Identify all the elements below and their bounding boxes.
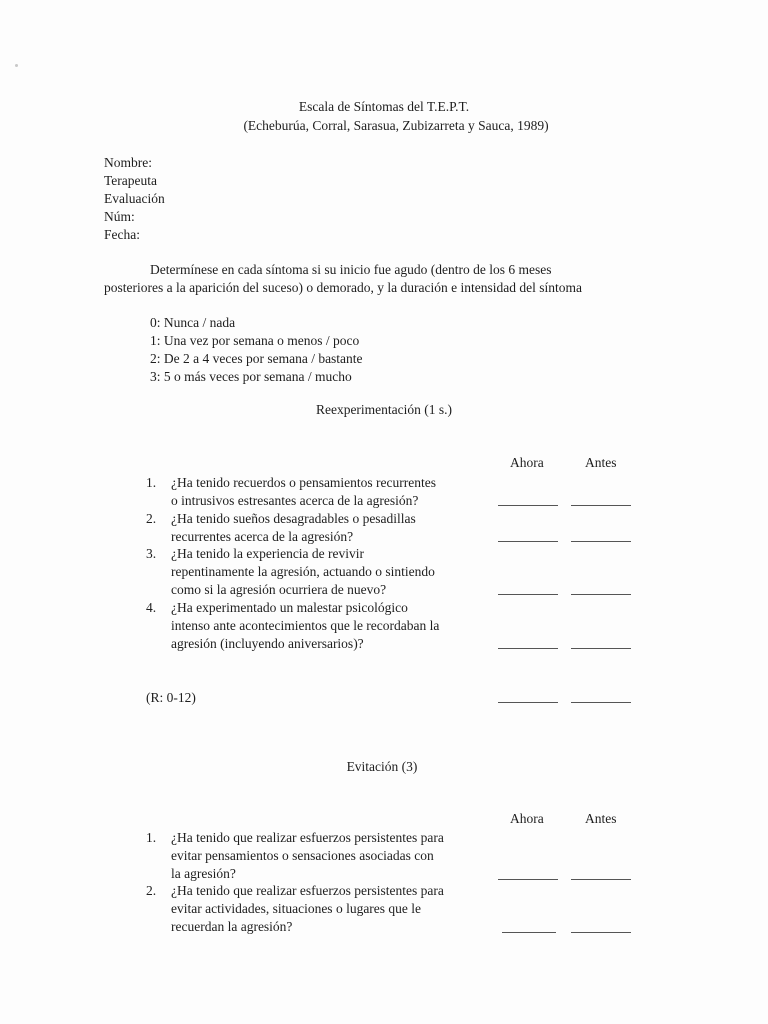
- document-title: Escala de Síntomas del T.E.P.T.: [298, 99, 470, 114]
- field-nombre: Nombre:: [104, 155, 152, 170]
- scan-speck: [15, 64, 18, 67]
- field-evaluacion: Evaluación: [104, 191, 165, 206]
- item-text-line: intenso ante acontecimientos que le recordaban la: [171, 618, 440, 633]
- section-title-evitacion: Evitación (3): [346, 759, 418, 774]
- item-text-line: ¿Ha tenido recuerdos o pensamientos recurrentes: [171, 475, 437, 490]
- item-number: 1.: [146, 475, 157, 490]
- range-label-reexperimentacion: (R: 0-12): [146, 690, 196, 705]
- answer-blank-ahora[interactable]: [498, 594, 558, 595]
- total-blank-ahora[interactable]: [498, 702, 558, 703]
- column-header-ahora: Ahora: [510, 811, 544, 826]
- section-title-reexperimentacion: Reexperimentación (1 s.): [315, 402, 453, 417]
- item-text-line: la agresión?: [171, 866, 236, 881]
- item-text-line: recuerdan la agresión?: [171, 919, 293, 934]
- rating-scale: [150, 314, 363, 386]
- answer-blank-antes[interactable]: [571, 541, 631, 542]
- answer-blank-antes[interactable]: [571, 594, 631, 595]
- instructions-line-2: posteriores a la aparición del suceso) o demorado, y la duración e intensidad del síntoma: [104, 280, 582, 295]
- item-number: 4.: [146, 600, 157, 615]
- item-text-line: ¿Ha tenido la experiencia de revivir: [171, 546, 365, 561]
- scale-option-1: 1: Una vez por semana o menos / poco: [150, 333, 360, 348]
- column-header-ahora: Ahora: [510, 455, 544, 470]
- answer-blank-antes[interactable]: [571, 879, 631, 880]
- answer-blank-ahora[interactable]: [498, 541, 558, 542]
- scale-option-3: 3: 5 o más veces por semana / mucho: [150, 369, 352, 384]
- answer-blank-antes[interactable]: [571, 932, 631, 933]
- item-text-line: ¿Ha tenido que realizar esfuerzos persistentes para: [171, 883, 444, 898]
- patient-fields: [104, 154, 165, 244]
- column-header-antes: Antes: [585, 455, 617, 470]
- item-text-line: o intrusivos estresantes acerca de la agresión?: [171, 493, 419, 508]
- answer-blank-ahora[interactable]: [498, 879, 558, 880]
- item-text-line: ¿Ha experimentado un malestar psicológico: [171, 600, 408, 615]
- document-authors: (Echeburúa, Corral, Sarasua, Zubizarreta y Sauca, 1989): [243, 118, 549, 133]
- item-text-line: repentinamente la agresión, actuando o sintiendo: [171, 564, 435, 579]
- item-text-line: ¿Ha tenido sueños desagradables o pesadillas: [171, 511, 416, 526]
- item-text-line: como si la agresión ocurriera de nuevo?: [171, 582, 387, 597]
- item-text-line: evitar pensamientos o sensaciones asociadas con: [171, 848, 434, 863]
- answer-blank-antes[interactable]: [571, 505, 631, 506]
- item-number: 3.: [146, 546, 157, 561]
- field-terapeuta: Terapeuta: [104, 173, 158, 188]
- answer-blank-antes[interactable]: [571, 648, 631, 649]
- item-text-line: ¿Ha tenido que realizar esfuerzos persistentes para: [171, 830, 444, 845]
- column-header-antes: Antes: [585, 811, 617, 826]
- scale-option-2: 2: De 2 a 4 veces por semana / bastante: [150, 351, 363, 366]
- field-fecha: Fecha:: [104, 227, 140, 242]
- answer-blank-ahora[interactable]: [498, 505, 558, 506]
- item-number: 2.: [146, 883, 157, 898]
- item-text-line: agresión (incluyendo aniversarios)?: [171, 636, 364, 651]
- item-text-line: evitar actividades, situaciones o lugares que le: [171, 901, 422, 916]
- scale-option-0: 0: Nunca / nada: [150, 315, 236, 330]
- instructions-line-1: Determínese en cada síntoma si su inicio fue agudo (dentro de los 6 meses: [150, 262, 552, 277]
- answer-blank-ahora[interactable]: [502, 932, 556, 933]
- item-number: 1.: [146, 830, 157, 845]
- instructions: [104, 261, 664, 297]
- item-number: 2.: [146, 511, 157, 526]
- field-num: Núm:: [104, 209, 135, 224]
- total-blank-antes[interactable]: [571, 702, 631, 703]
- answer-blank-ahora[interactable]: [498, 648, 558, 649]
- item-text-line: recurrentes acerca de la agresión?: [171, 529, 354, 544]
